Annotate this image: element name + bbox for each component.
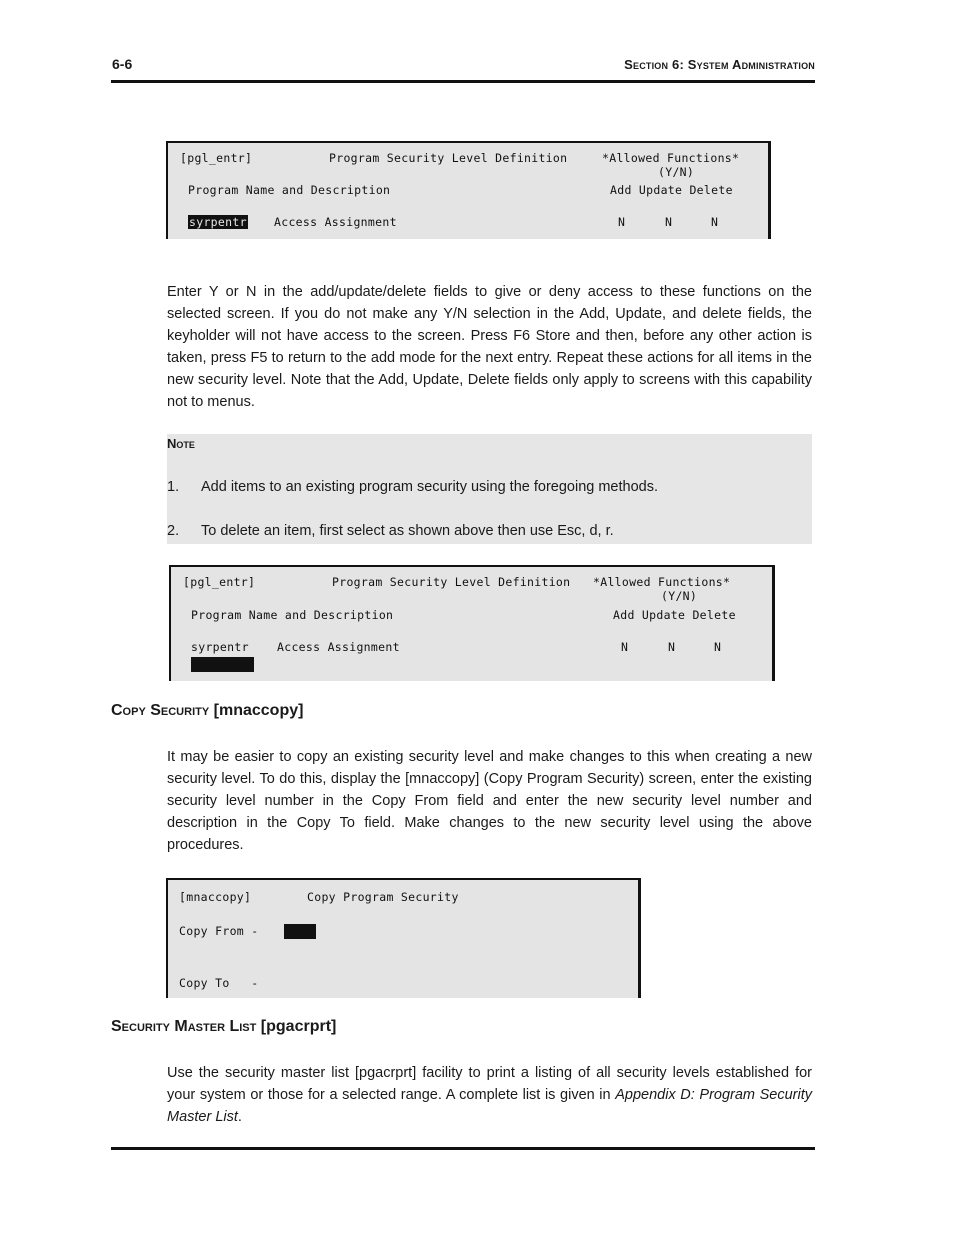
- footer-rule: [111, 1147, 815, 1150]
- add-field[interactable]: N: [621, 640, 629, 654]
- paragraph-text: Use the security master list [pgacrprt] facility to print a listing of all security levels established for your system or those for a selected range. A complete list is given in: [167, 1065, 812, 1103]
- master-list-paragraph: [167, 1062, 812, 1128]
- note-item-number: 2.: [167, 523, 180, 539]
- program-name-header: Program Name and Description: [188, 183, 391, 197]
- copy-from-field[interactable]: [284, 924, 316, 939]
- instructions-paragraph: Enter Y or N in the add/update/delete fields to give or deny access to these functions on the selected screen. If you do not make any Y/N selection in the Add, Update, and delete fields, the keyholder will not have access to the screen. Press F6 Store and then, before any other action is taken, press F5 to return to the add mode for the next entry. Repeat these actions for all items in the new security level. Note that the Add, Update, Delete fields only apply to screens with this capability not to menus.: [167, 284, 812, 410]
- copy-security-heading: [111, 702, 303, 720]
- program-field[interactable]: syrpentr: [191, 640, 249, 654]
- program-name-header: Program Name and Description: [191, 608, 394, 622]
- copy-from-label: Copy From -: [179, 924, 259, 938]
- allowed-functions-label: *Allowed Functions*: [602, 151, 740, 165]
- heading-label: Security Master List: [111, 1018, 257, 1035]
- function-columns-header: Add Update Delete: [613, 608, 736, 622]
- delete-field[interactable]: N: [714, 640, 722, 654]
- note-item: [167, 479, 658, 495]
- yn-label: (Y/N): [658, 165, 695, 179]
- program-field[interactable]: syrpentr: [189, 215, 247, 229]
- heading-code: [mnaccopy]: [213, 702, 304, 719]
- heading-code: [pgacrprt]: [260, 1018, 337, 1035]
- note-item: [167, 523, 614, 539]
- yn-label: (Y/N): [661, 589, 698, 603]
- copy-program-security-screen: [166, 878, 641, 998]
- security-master-list-heading: [111, 1018, 336, 1036]
- update-field[interactable]: N: [665, 215, 673, 229]
- section-title: Section 6: System Administration: [624, 57, 815, 72]
- screen-title: Program Security Level Definition: [332, 575, 571, 589]
- selection-cursor: [191, 657, 254, 672]
- appendix-reference: Appendix D: Program Security Master List: [167, 1087, 812, 1125]
- program-description: Access Assignment: [274, 215, 397, 229]
- screen-title: Copy Program Security: [307, 890, 459, 904]
- note-item-number: 1.: [167, 479, 180, 495]
- program-security-screen-1: [166, 141, 771, 239]
- update-field[interactable]: N: [668, 640, 676, 654]
- copy-security-paragraph: It may be easier to copy an existing security level and make changes to this when creating a new security level. To do this, display the [mnaccopy] (Copy Program Security) screen, enter the existing security level number in the Copy From field and enter the new security level number and description in the Copy To field. Make changes to the new security level using the above procedures.: [167, 749, 812, 853]
- note-title: Note: [167, 436, 195, 451]
- note-item-text: Add items to an existing program security using the foregoing methods.: [201, 479, 658, 495]
- screen-code: [pgl_entr]: [183, 575, 256, 589]
- note-item-text: To delete an item, first select as shown above then use Esc, d, r.: [201, 523, 614, 539]
- page-number: 6-6: [112, 56, 133, 72]
- add-field[interactable]: N: [618, 215, 626, 229]
- program-security-screen-2: [169, 565, 775, 681]
- screen-title: Program Security Level Definition: [329, 151, 568, 165]
- delete-field[interactable]: N: [711, 215, 719, 229]
- copy-to-label: Copy To -: [179, 976, 259, 990]
- function-columns-header: Add Update Delete: [610, 183, 733, 197]
- program-description: Access Assignment: [277, 640, 400, 654]
- screen-code: [pgl_entr]: [180, 151, 253, 165]
- paragraph-end: .: [237, 1109, 242, 1125]
- allowed-functions-label: *Allowed Functions*: [593, 575, 731, 589]
- screen-code: [mnaccopy]: [179, 890, 252, 904]
- header-rule: [111, 80, 815, 83]
- heading-label: Copy Security: [111, 702, 210, 719]
